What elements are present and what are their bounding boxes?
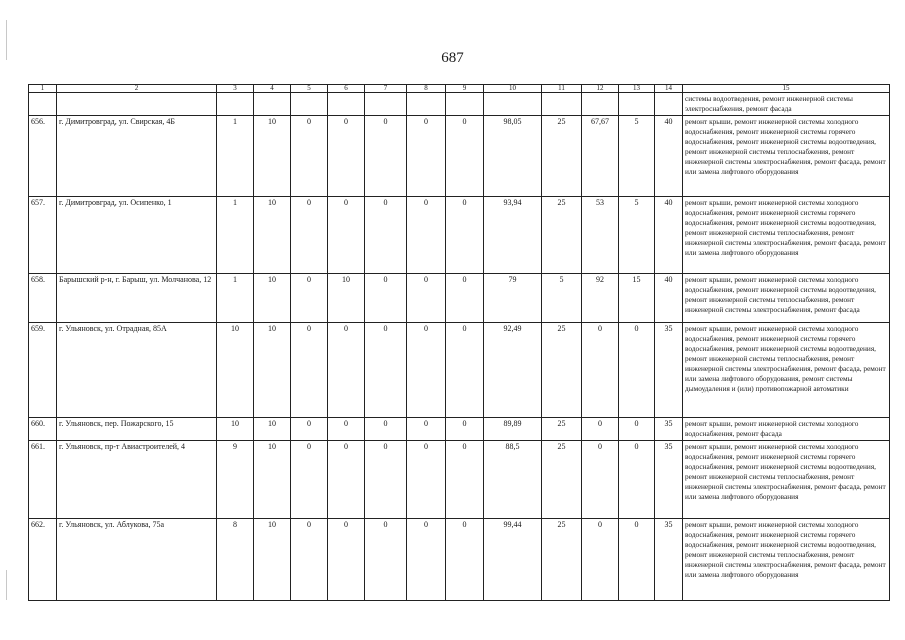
value-c5: 0 — [291, 418, 328, 441]
value-c4: 10 — [254, 323, 291, 418]
table-row — [29, 441, 890, 519]
column-number: 8 — [407, 85, 446, 93]
value-c11: 25 — [542, 197, 582, 274]
value-c8: 0 — [407, 519, 446, 601]
value-c6: 0 — [328, 116, 365, 197]
works-list: ремонт крыши, ремонт инженерной системы холодного водоснабжения, ремонт инженерной системы водоотведения, ремонт инженерной системы теплоснабжения, ремонт инженерной системы электроснабжения, ремонт фасада — [683, 274, 890, 323]
value-c3: 9 — [217, 441, 254, 519]
value-c13: 5 — [619, 197, 655, 274]
value-c4: 10 — [254, 519, 291, 601]
table-row — [29, 323, 890, 418]
address: г. Димитровград, ул. Свирская, 4Б — [57, 116, 217, 197]
row-number: 659. — [29, 323, 57, 418]
row-number: 662. — [29, 519, 57, 601]
value-c5: 0 — [291, 197, 328, 274]
value-c3: 1 — [217, 274, 254, 323]
value-c5: 0 — [291, 441, 328, 519]
value-c6: 10 — [328, 274, 365, 323]
table-row — [29, 116, 890, 197]
works-list: ремонт крыши, ремонт инженерной системы холодного водоснабжения, ремонт инженерной системы горячего водоснабжения, ремонт инженерной системы водоотведения, ремонт инженерной системы теплоснабжения, ремонт инженерной системы электроснабжения, ремонт фасада, ремонт или замена лифтового оборудования — [683, 519, 890, 601]
value-c7: 0 — [365, 116, 407, 197]
value-c3: 1 — [217, 197, 254, 274]
row-number: 658. — [29, 274, 57, 323]
value-c7: 0 — [365, 323, 407, 418]
value-c5: 0 — [291, 274, 328, 323]
value-c4: 10 — [254, 116, 291, 197]
value-c13: 0 — [619, 519, 655, 601]
value-c6: 0 — [328, 323, 365, 418]
value-c6: 0 — [328, 519, 365, 601]
address: г. Ульяновск, ул. Аблукова, 75а — [57, 519, 217, 601]
value-c14: 40 — [655, 274, 683, 323]
value-c3: 1 — [217, 116, 254, 197]
value-c11: 5 — [542, 274, 582, 323]
value-c4: 10 — [254, 441, 291, 519]
value-c14: 35 — [655, 418, 683, 441]
value-c10: 92,49 — [484, 323, 542, 418]
column-number: 4 — [254, 85, 291, 93]
value-c6: 0 — [328, 197, 365, 274]
value-c8: 0 — [407, 197, 446, 274]
value-c4: 10 — [254, 197, 291, 274]
value-c9: 0 — [446, 116, 484, 197]
address: Барышский р-н, г. Барыш, ул. Молчанова, 12 — [57, 274, 217, 323]
value-c11: 25 — [542, 519, 582, 601]
column-number: 11 — [542, 85, 582, 93]
value-c13: 0 — [619, 441, 655, 519]
table-row — [29, 519, 890, 601]
value-c10: 98,05 — [484, 116, 542, 197]
value-c10: 99,44 — [484, 519, 542, 601]
works-list: системы водоотведения, ремонт инженерной системы электроснабжения, ремонт фасада — [683, 93, 890, 116]
column-number: 6 — [328, 85, 365, 93]
column-number: 3 — [217, 85, 254, 93]
value-c3: 10 — [217, 323, 254, 418]
address: г. Ульяновск, пер. Пожарского, 15 — [57, 418, 217, 441]
value-c6: 0 — [328, 418, 365, 441]
value-c7: 0 — [365, 274, 407, 323]
value-c10: 88,5 — [484, 441, 542, 519]
register-table — [28, 84, 890, 601]
table-row — [29, 197, 890, 274]
value-c11: 25 — [542, 323, 582, 418]
value-c12: 92 — [582, 274, 619, 323]
row-number: 660. — [29, 418, 57, 441]
value-c9: 0 — [446, 441, 484, 519]
value-c3: 10 — [217, 418, 254, 441]
column-number: 7 — [365, 85, 407, 93]
value-c12: 67,67 — [582, 116, 619, 197]
value-c14: 40 — [655, 197, 683, 274]
value-c14: 35 — [655, 323, 683, 418]
value-c5: 0 — [291, 323, 328, 418]
value-c12: 0 — [582, 418, 619, 441]
row-number: 656. — [29, 116, 57, 197]
row-number: 661. — [29, 441, 57, 519]
value-c12: 0 — [582, 323, 619, 418]
works-list: ремонт крыши, ремонт инженерной системы холодного водоснабжения, ремонт инженерной системы горячего водоснабжения, ремонт инженерной системы водоотведения, ремонт инженерной системы теплоснабжения, ремонт инженерной системы электроснабжения, ремонт фасада, ремонт или замена лифтового оборудования — [683, 116, 890, 197]
column-number: 9 — [446, 85, 484, 93]
column-number: 15 — [683, 85, 890, 93]
value-c13: 5 — [619, 116, 655, 197]
value-c8: 0 — [407, 418, 446, 441]
value-c14: 35 — [655, 519, 683, 601]
value-c10: 79 — [484, 274, 542, 323]
value-c14: 40 — [655, 116, 683, 197]
value-c5: 0 — [291, 519, 328, 601]
value-c8: 0 — [407, 274, 446, 323]
value-c9: 0 — [446, 274, 484, 323]
works-list: ремонт крыши, ремонт инженерной системы холодного водоснабжения, ремонт фасада — [683, 418, 890, 441]
value-c6: 0 — [328, 441, 365, 519]
value-c9: 0 — [446, 323, 484, 418]
value-c7: 0 — [365, 441, 407, 519]
column-number-row — [29, 85, 890, 93]
value-c13: 0 — [619, 323, 655, 418]
value-c12: 53 — [582, 197, 619, 274]
value-c9: 0 — [446, 519, 484, 601]
value-c11: 25 — [542, 418, 582, 441]
column-number: 14 — [655, 85, 683, 93]
value-c10: 89,89 — [484, 418, 542, 441]
value-c9: 0 — [446, 197, 484, 274]
value-c7: 0 — [365, 197, 407, 274]
address: г. Ульяновск, ул. Отрадная, 85А — [57, 323, 217, 418]
value-c12: 0 — [582, 441, 619, 519]
value-c11: 25 — [542, 441, 582, 519]
page-number: 687 — [441, 50, 464, 66]
value-c13: 15 — [619, 274, 655, 323]
scan-artifact-bottom-left — [6, 570, 7, 600]
value-c8: 0 — [407, 323, 446, 418]
continuation-row — [29, 93, 890, 116]
value-c11: 25 — [542, 116, 582, 197]
column-number: 13 — [619, 85, 655, 93]
value-c8: 0 — [407, 441, 446, 519]
table-row — [29, 274, 890, 323]
column-number: 5 — [291, 85, 328, 93]
value-c4: 10 — [254, 274, 291, 323]
table-row — [29, 418, 890, 441]
value-c12: 0 — [582, 519, 619, 601]
value-c7: 0 — [365, 418, 407, 441]
value-c7: 0 — [365, 519, 407, 601]
column-number: 2 — [57, 85, 217, 93]
value-c13: 0 — [619, 418, 655, 441]
works-list: ремонт крыши, ремонт инженерной системы холодного водоснабжения, ремонт инженерной системы горячего водоснабжения, ремонт инженерной системы водоотведения, ремонт инженерной системы теплоснабжения, ремонт инженерной системы электроснабжения, ремонт фасада, ремонт или замена лифтового оборудования, ремонт системы дымоудаления и (или) противопожарной автоматики — [683, 323, 890, 418]
row-number: 657. — [29, 197, 57, 274]
value-c5: 0 — [291, 116, 328, 197]
works-list: ремонт крыши, ремонт инженерной системы холодного водоснабжения, ремонт инженерной системы горячего водоснабжения, ремонт инженерной системы водоотведения, ремонт инженерной системы теплоснабжения, ремонт инженерной системы электроснабжения, ремонт фасада, ремонт или замена лифтового оборудования — [683, 441, 890, 519]
value-c14: 35 — [655, 441, 683, 519]
column-number: 12 — [582, 85, 619, 93]
value-c10: 93,94 — [484, 197, 542, 274]
value-c9: 0 — [446, 418, 484, 441]
address: г. Ульяновск, пр-т Авиастроителей, 4 — [57, 441, 217, 519]
value-c3: 8 — [217, 519, 254, 601]
column-number: 10 — [484, 85, 542, 93]
address: г. Димитровград, ул. Осипенко, 1 — [57, 197, 217, 274]
works-list: ремонт крыши, ремонт инженерной системы холодного водоснабжения, ремонт инженерной системы горячего водоснабжения, ремонт инженерной системы водоотведения, ремонт инженерной системы теплоснабжения, ремонт инженерной системы электроснабжения, ремонт фасада, ремонт или замена лифтового оборудования — [683, 197, 890, 274]
value-c4: 10 — [254, 418, 291, 441]
column-number: 1 — [29, 85, 57, 93]
value-c8: 0 — [407, 116, 446, 197]
